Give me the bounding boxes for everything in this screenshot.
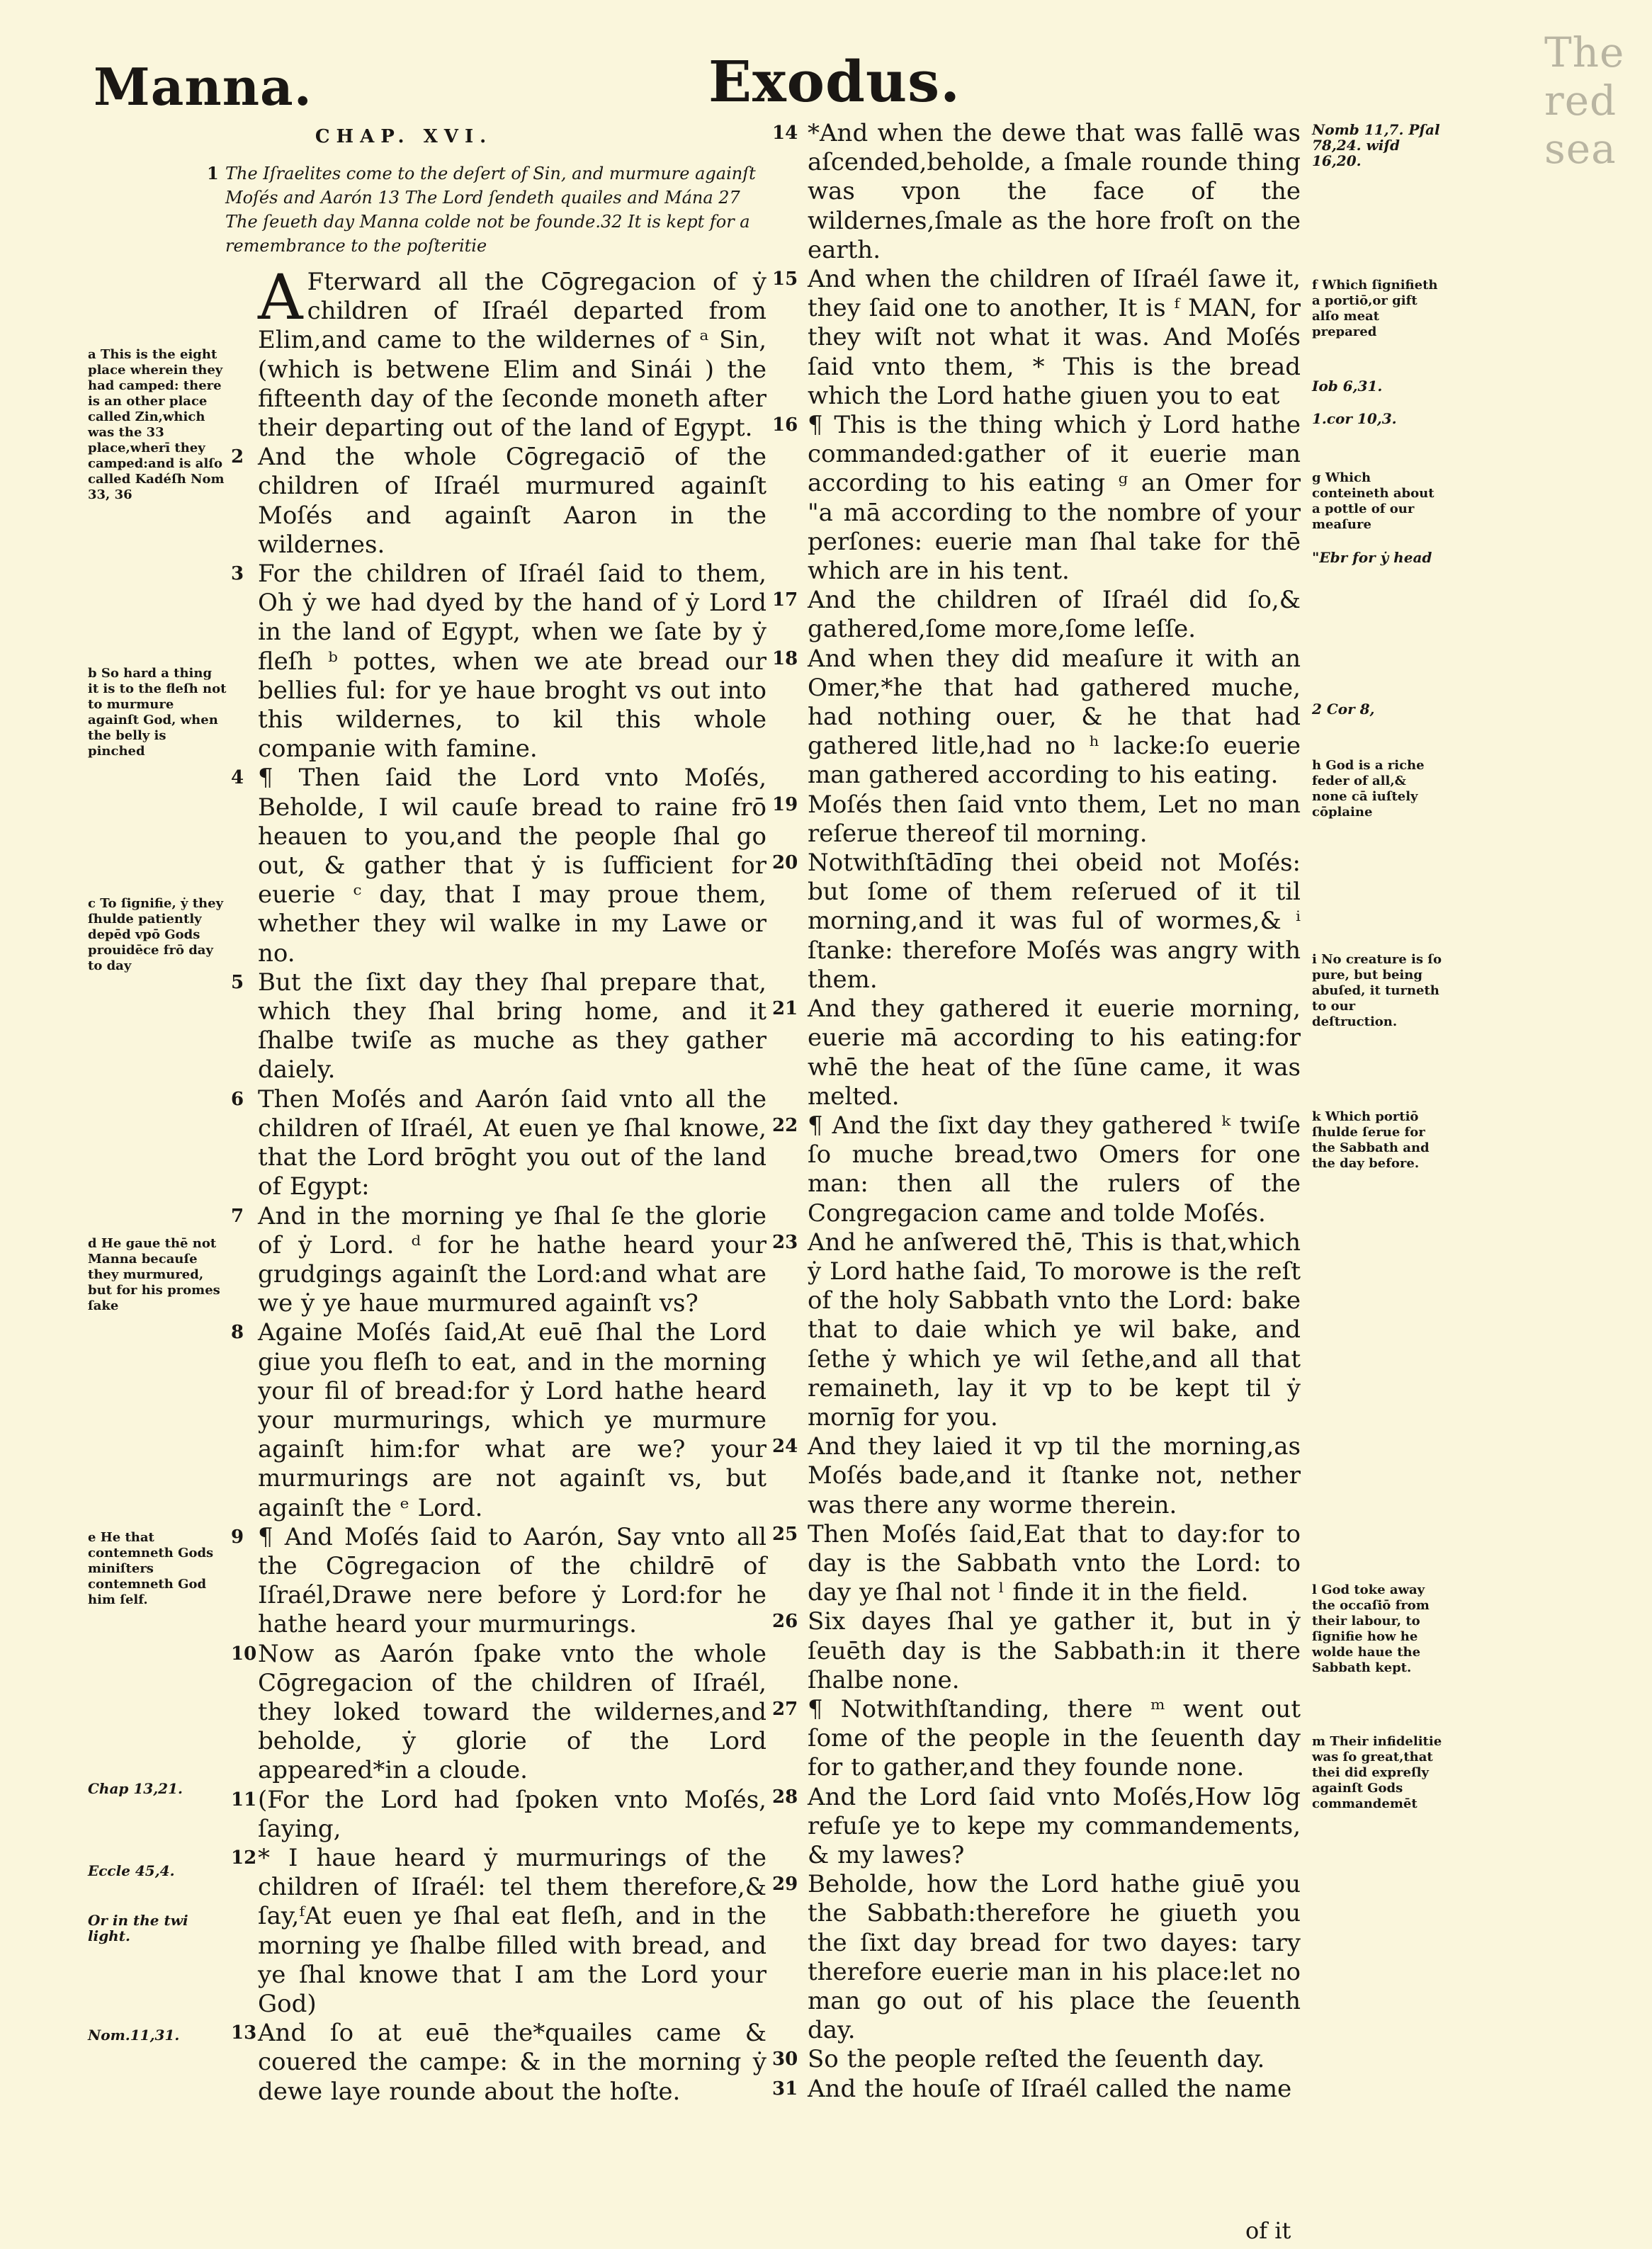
verse-10 bbox=[231, 1639, 766, 1786]
verse-7 bbox=[231, 1201, 766, 1319]
catchword: of it bbox=[1245, 2217, 1291, 2244]
margin-note-e: e He that contemneth Gods miniſters contemneth God him ſelf. bbox=[88, 1530, 214, 1607]
verse-number: 7 bbox=[231, 1205, 244, 1227]
margin-note-k: k Which portiō ſhulde ſerue for the Sabbath and the day before. bbox=[1312, 1109, 1430, 1171]
verse-number: 19 bbox=[772, 793, 798, 815]
verse-31 bbox=[772, 2074, 1301, 2104]
verse-1 bbox=[258, 261, 766, 443]
argument-text: The Iſraelites come to the deſert of Sin, and murmure againſt Moſés and Aarón 13 The Lord ſendeth quailes and Mána 27 The ſeueth day Manna colde not be founde.32 It is kept for a remembrance to the poſteritie bbox=[225, 164, 756, 256]
verse-16 bbox=[772, 411, 1301, 586]
verse-text: And in the morning ye ſhal ſe the glorie of ẏ Lord. ᵈ for he hathe heard your grudgings againſt the Lord:and what are we ẏ ye haue murmured againſt vs? bbox=[258, 1201, 766, 1318]
verse-number: 17 bbox=[772, 589, 798, 611]
verse-number: 3 bbox=[231, 563, 244, 585]
verse-24 bbox=[772, 1432, 1301, 1520]
verse-text: And the children of Iſraél did ſo,& gathered,ſome more,ſome leſſe. bbox=[808, 586, 1301, 644]
verse-text: Now as Aarón ſpake vnto the whole Cōgregacion of the children of Iſraél, they loked toward the wildernes,and beholde, ẏ glorie of the Lord appeared*in a cloude. bbox=[258, 1639, 766, 1785]
verse-number: 30 bbox=[772, 2049, 798, 2070]
text-column-left bbox=[231, 261, 766, 2107]
verse-text: Then Moſés and Aarón ſaid vnto all the children of Iſraél, At euen ye ſhal knowe, that the Lord brōght you out of the land of Egypt: bbox=[258, 1084, 766, 1201]
verse-number: 24 bbox=[772, 1436, 798, 1458]
verse-number: 28 bbox=[772, 1786, 798, 1808]
verse-number: 26 bbox=[772, 1611, 798, 1633]
verse-19 bbox=[772, 790, 1301, 849]
margin-note-i: i No creature is ſo pure, but being abuſed, it turneth to our deſtruction. bbox=[1312, 952, 1442, 1029]
verse-number: 16 bbox=[772, 414, 798, 436]
verse-text: ¶ Notwithſtanding, there ᵐ went out ſome of the people in the ſeuenth day for to gather,and they founde none. bbox=[808, 1694, 1301, 1782]
margin-ref-eccle: Eccle 45,4. bbox=[88, 1862, 175, 1879]
verse-number: 15 bbox=[772, 268, 798, 290]
verse-17 bbox=[772, 586, 1301, 644]
verse-text: Six dayes ſhal ye gather it, but in ẏ ſeuēth day is the Sabbath:in it there ſhalbe none. bbox=[808, 1607, 1301, 1694]
verse-text: And the Lord ſaid vnto Moſés,How lōg refuſe ye to kepe my commandements, & my lawes? bbox=[808, 1782, 1301, 1869]
verse-number: 31 bbox=[772, 2078, 798, 2100]
verse-number: 10 bbox=[231, 1643, 257, 1665]
verse-text: Moſés then ſaid vnto them, Let no man reſerue thereof til morning. bbox=[808, 790, 1301, 848]
chapter-argument bbox=[207, 162, 775, 258]
verse-text: ¶ Then ſaid the Lord vnto Moſés, Beholde, I wil cauſe bread to raine frō heauen to you,and the people ſhal go out, & gather that ẏ is ſufficient for euerie ᶜ day, that I may proue them, whether they wil walke in my Lawe or no. bbox=[258, 764, 766, 968]
margin-ref-1-cor: 1.cor 10,3. bbox=[1312, 410, 1397, 427]
verse-text: Then Moſés ſaid,Eat that to day:for to day is the Sabbath vnto the Lord: to day ye ſhal not ˡ finde it in the field. bbox=[808, 1519, 1301, 1607]
verse-12 bbox=[231, 1843, 766, 2019]
verse-text: Againe Moſés ſaid,At euē ſhal the Lord giue you fleſh to eat, and in the morning your fil of bread:for ẏ Lord hathe heard your murmurings, which ye murmure againſt him:for what are we? your murmurings are not againſt vs, but againſt the ᵉ Lord. bbox=[258, 1318, 766, 1522]
verse-text: Beholde, how the Lord hathe giuē you the Sabbath:therefore he giueth you the ſixt day bread for two dayes: tary therefore euerie man in his place:let no man go out of his place the ſeuenth day. bbox=[808, 1870, 1301, 2045]
running-head-left: Manna. bbox=[94, 57, 312, 117]
verse-text: (For the Lord had ſpoken vnto Moſés, ſaying, bbox=[258, 1785, 766, 1843]
margin-note-a: a This is the eight place wherein they had camped: there is an other place called Zin,which was the 33 place,wherī they camped:and is alſo called Kadéſh Nom 33, 36 bbox=[88, 347, 225, 502]
verse-25 bbox=[772, 1519, 1301, 1608]
verse-26 bbox=[772, 1607, 1301, 1695]
verse-text: And they laied it vp til the morning,as Moſés bade,and it ſtanke not, nether was there any worme therein. bbox=[808, 1432, 1301, 1519]
verse-21 bbox=[772, 995, 1301, 1111]
verse-18 bbox=[772, 644, 1301, 791]
verse-number: 2 bbox=[231, 446, 244, 468]
verse-text: And they gathered it euerie morning, euerie mā according to his eating:for whē the heat of the ſūne came, it was melted. bbox=[808, 995, 1301, 1111]
margin-note-d: d He gaue thē not Manna becauſe they murmured, but for his promes ſake bbox=[88, 1236, 220, 1313]
margin-ref-iob: Iob 6,31. bbox=[1312, 378, 1383, 395]
verse-number: 18 bbox=[772, 647, 798, 669]
verse-text: And ſo at euē the*quailes came & couered the campe: & in the morning ẏ dewe laye rounde about the hoſte. bbox=[258, 2019, 766, 2106]
running-head-center: Exodus. bbox=[708, 48, 961, 115]
verse-number: 27 bbox=[772, 1698, 798, 1720]
verse-23 bbox=[772, 1228, 1301, 1432]
margin-note-f: f Which ſignifieth a portiō,or gift alſo meat prepared bbox=[1312, 278, 1438, 339]
verse-text: Notwithſtādīng thei obeid not Moſés: but ſome of them reſerued of it til morning,and it was ful of wormes,& ⁱ ſtanke: therefore Moſés was angry with them. bbox=[808, 849, 1301, 994]
verse-22 bbox=[772, 1111, 1301, 1228]
verse-number: 13 bbox=[231, 2022, 257, 2044]
margin-note-g: g Which conteineth about a pottle of our meaſure bbox=[1312, 470, 1435, 532]
verse-6 bbox=[231, 1084, 766, 1202]
verse-text: So the people reſted the ſeuenth day. bbox=[808, 2045, 1265, 2074]
verse-number: 14 bbox=[772, 123, 798, 144]
argument-number: 1 bbox=[207, 163, 219, 183]
verse-text: *And when the dewe that was fallē was aſcended,beholde, a ſmale rounde thing was vpon the face of the wildernes,ſmale as the hore froſt on the earth. bbox=[808, 119, 1301, 264]
verse-text: And the whole Cōgregaciō of the children of Iſraél murmured againſt Moſés and againſt Aaron in the wildernes. bbox=[258, 443, 766, 559]
verse-text: For the children of Iſraél ſaid to them, Oh ẏ we had dyed by the hand of ẏ Lord in the land of Egypt, when we ſate by ẏ fleſh ᵇ pottes, when we ate bread our bellies ful: for ye haue broght vs out into this wildernes, to kil this whole companie with famine. bbox=[258, 560, 766, 764]
verse-number: 9 bbox=[231, 1526, 244, 1548]
verse-8 bbox=[231, 1318, 766, 1522]
verse-number: 25 bbox=[772, 1523, 798, 1545]
verse-11 bbox=[231, 1785, 766, 1844]
verse-text: ¶ This is the thing which ẏ Lord hathe commanded:gather of it euerie man according to his eating ᵍ an Omer for "a mā according to the nombre of your perſones: euerie man ſhal take for thē which are in his tent. bbox=[808, 411, 1301, 586]
margin-ref-ebr: "Ebr for ẏ head bbox=[1312, 549, 1432, 566]
verse-text: And he anſwered thē, This is that,which ẏ Lord hathe ſaid, To morowe is the reſt of the holy Sabbath vnto the Lord: bake that to daie which ye wil bake, and ſethe ẏ which ye wil ſethe,and all that remaineth, lay it vp to be kept til ẏ mornīg for you. bbox=[808, 1228, 1301, 1432]
verse-text: AFterward all the Cōgregacion of ẏ children of Iſraél departed from Elim,and came to the wildernes of ᵃ Sin, (which is betwene Elim and Sinái ) the fifteenth day of the ſeconde moneth after their departing out of the land of Egypt. bbox=[258, 261, 766, 443]
verse-text: ¶ And Moſés ſaid to Aarón, Say vnto all the Cōgregacion of the childrē of Iſraél,Drawe nere before ẏ Lord:for he hathe heard your murmurings. bbox=[258, 1522, 766, 1639]
margin-note-h: h God is a riche feder of all,& none cā iuſtely cōplaine bbox=[1312, 758, 1425, 820]
verse-14 bbox=[772, 119, 1301, 265]
verse-number: 4 bbox=[231, 767, 244, 789]
verse-text: But the ſixt day they ſhal prepare that, which they ſhal bring home, and it ſhalbe twiſe as muche as they gather daiely. bbox=[258, 968, 766, 1084]
verse-number: 23 bbox=[772, 1231, 798, 1253]
verse-number: 8 bbox=[231, 1322, 244, 1344]
verse-text: And the houſe of Iſraél called the name bbox=[808, 2074, 1292, 2103]
verse-text: ¶ And the ſixt day they gathered ᵏ twiſe ſo muche bread,two Omers for one man: then all the rulers of the Congregacion came and tolde Moſés. bbox=[808, 1111, 1301, 1228]
verse-text: * I haue heard ẏ murmurings of the children of Iſraél: tel them therefore,& ſay,ᶠAt euen ye ſhal eat fleſh, and in the morning ye ſhalbe filled with bread, and ye ſhal knowe that I am the Lord your God) bbox=[258, 1843, 766, 2018]
margin-ref-2-cor: 2 Cor 8, bbox=[1312, 701, 1375, 718]
verse-30 bbox=[772, 2045, 1301, 2074]
verse-text: And when they did meaſure it with an Omer,*he that had gathered muche, had nothing ouer, & he that had gathered litle,had no ʰ lacke:ſo euerie man gathered according to his eating. bbox=[808, 644, 1301, 790]
verse-4 bbox=[231, 764, 766, 968]
margin-note-b: b So hard a thing it is to the fleſh not to murmure againſt God, when the belly is pinched bbox=[88, 666, 227, 759]
verse-number: 22 bbox=[772, 1114, 798, 1136]
margin-ref-chap-13: Chap 13,21. bbox=[88, 1780, 183, 1797]
chapter-title: CHAP. XVI. bbox=[315, 126, 493, 147]
text-column-right bbox=[772, 119, 1301, 2104]
verse-number: 5 bbox=[231, 971, 244, 993]
margin-ref-nom-11: Nom.11,31. bbox=[88, 2027, 180, 2044]
verse-number: 21 bbox=[772, 998, 798, 1020]
verse-13 bbox=[231, 2019, 766, 2107]
verse-number: 6 bbox=[231, 1088, 244, 1110]
verse-number: 11 bbox=[231, 1789, 257, 1811]
margin-note-l: l God toke away the occaſiō from their labour, to ſignifie how he wolde haue the Sabbath kept. bbox=[1312, 1582, 1430, 1675]
margin-note-c: c To ſignifie, ẏ they ſhulde patiently depēd vpō Gods prouidēce frō day to day bbox=[88, 896, 224, 973]
verse-number: 12 bbox=[231, 1847, 257, 1869]
verse-27 bbox=[772, 1694, 1301, 1783]
bleed-through-text: The red sea bbox=[1544, 28, 1625, 173]
verse-20 bbox=[772, 849, 1301, 995]
verse-29 bbox=[772, 1870, 1301, 2045]
verse-2 bbox=[231, 443, 766, 560]
margin-ref-nomb-11: Nomb 11,7. Pſal 78,24. wiſd 16,20. bbox=[1312, 121, 1440, 169]
verse-3 bbox=[231, 560, 766, 764]
verse-number: 20 bbox=[772, 852, 798, 874]
verse-9 bbox=[231, 1522, 766, 1640]
verse-number: 29 bbox=[772, 1874, 798, 1896]
margin-note-m: m Their infidelitie was ſo great,that thei did expreſly againſt Gods commandemēt bbox=[1312, 1734, 1442, 1811]
verse-text: And when the children of Iſraél ſawe it, they ſaid one to another, It is ᶠ MAN, for they wiſt not what it was. And Moſés ſaid vnto them, * This is the bread which the Lord hathe giuen you to eat bbox=[808, 265, 1301, 410]
verse-28 bbox=[772, 1782, 1301, 1871]
verse-5 bbox=[231, 968, 766, 1085]
margin-ref-twilight: Or in the twi light. bbox=[88, 1912, 188, 1944]
verse-15 bbox=[772, 265, 1301, 411]
